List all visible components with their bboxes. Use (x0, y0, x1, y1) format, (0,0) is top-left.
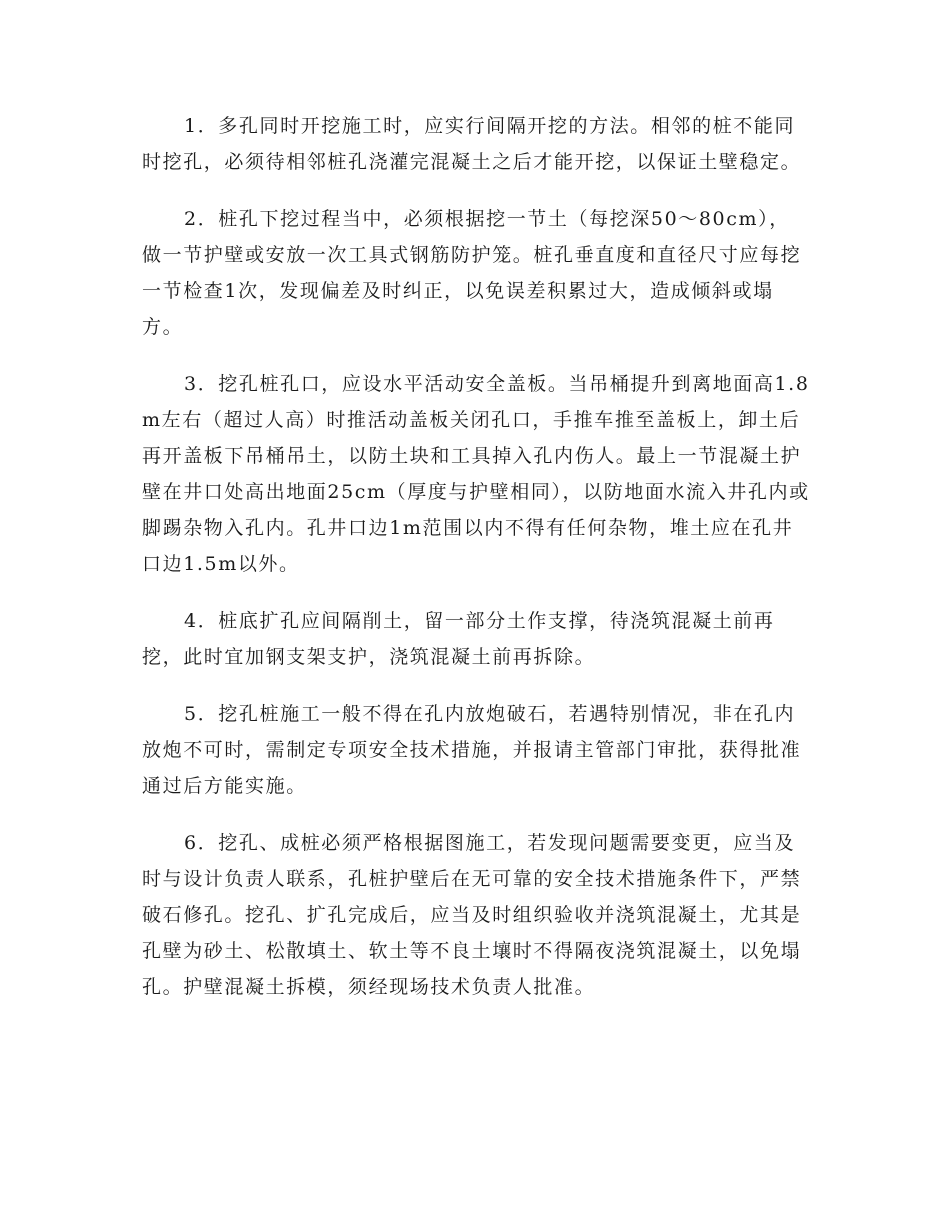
paragraph-1: 1．多孔同时开挖施工时，应实行间隔开挖的方法。相邻的桩不能同时挖孔，必须待相邻桩孔浇灌完混凝土之后才能开挖，以保证土壁稳定。 (142, 115, 802, 173)
paragraph-3: 3．挖孔桩孔口，应设水平活动安全盖板。当吊桶提升到离地面高1.8m左右（超过人高）时推活动盖板关闭孔口，手推车推至盖板上，卸土后再开盖板下吊桶吊土，以防土块和工具掉入孔内伤人。最上一节混凝土护壁在井口处高出地面25cm（厚度与护壁相同），以防地面水流入井孔内或脚踢杂物入孔内。孔井口边1m范围以内不得有任何杂物，堆土应在孔井口边1.5m以外。 (142, 373, 810, 575)
document-body (142, 108, 810, 1026)
paragraph-4: 4．桩底扩孔应间隔削土，留一部分土作支撑，待浇筑混凝土前再挖，此时宜加钢支架支护，浇筑混凝土前再拆除。 (142, 610, 775, 668)
paragraph-2: 2．桩孔下挖过程当中，必须根据挖一节土（每挖深50～80cm），做一节护壁或安放一次工具式钢筋防护笼。桩孔垂直度和直径尺寸应每挖一节检查1次，发现偏差及时纠正，以免误差积累过大，造成倾斜或塌方。 (142, 208, 802, 338)
paragraph-5: 5．挖孔桩施工一般不得在孔内放炮破石，若遇特别情况，非在孔内放炮不可时，需制定专项安全技术措施，并报请主管部门审批，获得批准通过后方能实施。 (142, 703, 802, 797)
paragraph-6: 6．挖孔、成桩必须严格根据图施工，若发现问题需要变更，应当及时与设计负责人联系，孔桩护壁后在无可靠的安全技术措施条件下，严禁破石修孔。挖孔、扩孔完成后，应当及时组织验收并浇筑混凝土，尤其是孔壁为砂土、松散填土、软土等不良土壤时不得隔夜浇筑混凝土，以免塌孔。护壁混凝土拆模，须经现场技术负责人批准。 (142, 832, 802, 998)
